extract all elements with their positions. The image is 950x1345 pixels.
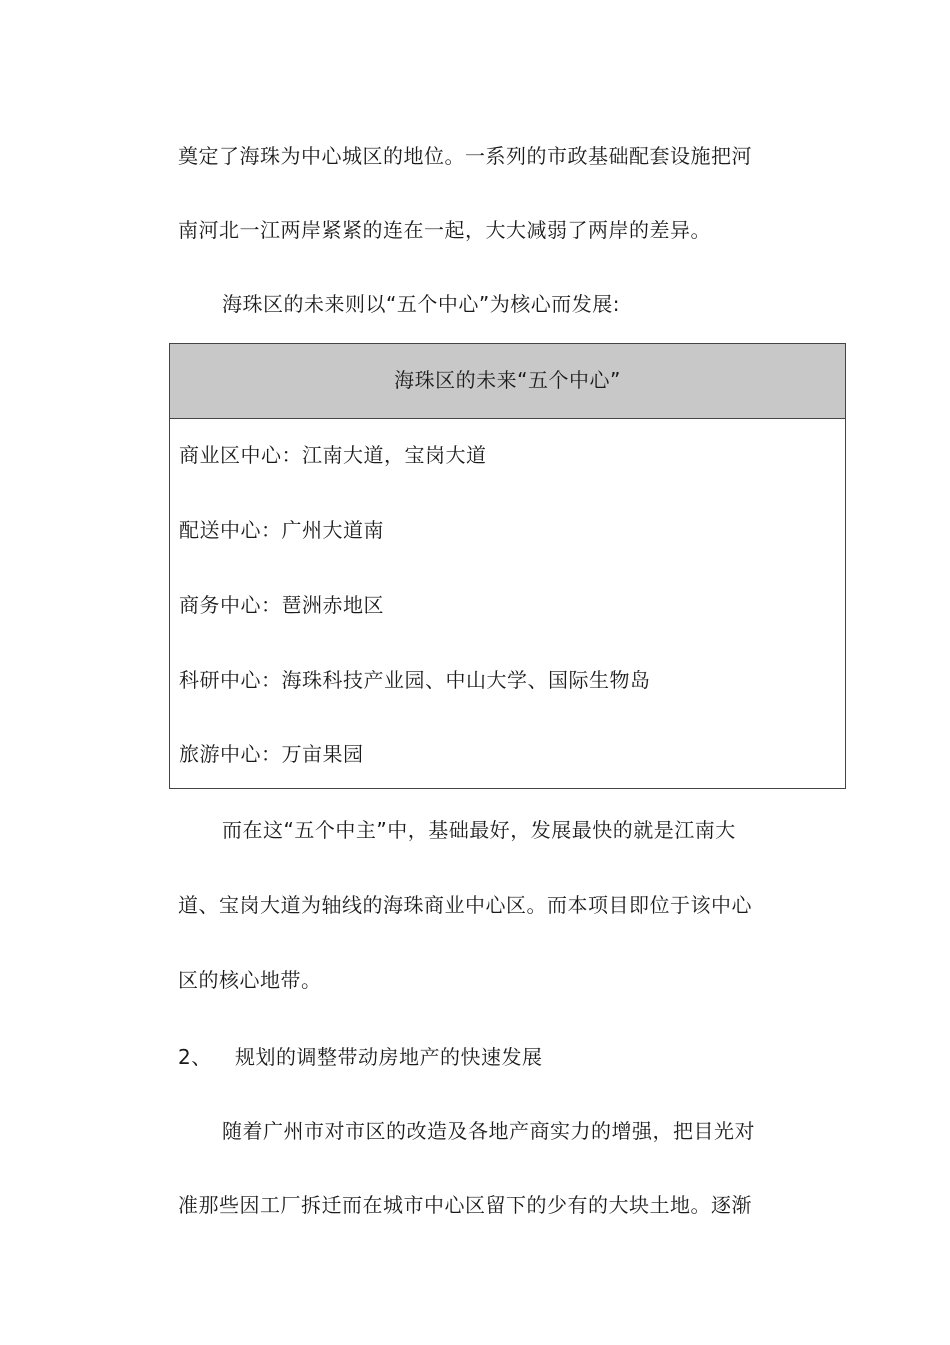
- paragraph-line: 道、宝岗大道为轴线的海珠商业中心区。而本项目即位于该中心: [178, 893, 752, 917]
- table-row: 商务中心：琶洲赤地区: [179, 593, 384, 617]
- section-heading-number: 2、: [178, 1045, 212, 1069]
- table-row: 科研中心：海珠科技产业园、中山大学、国际生物岛: [179, 668, 651, 692]
- table-row: 配送中心：广州大道南: [179, 518, 384, 542]
- paragraph-line: 准那些因工厂拆迁而在城市中心区留下的少有的大块土地。逐渐: [178, 1193, 752, 1217]
- table-header: [170, 344, 845, 419]
- five-centers-table: [169, 343, 846, 789]
- paragraph-line: 而在这“五个中主”中，基础最好，发展最快的就是江南大: [222, 818, 736, 842]
- table-row: 商业区中心：江南大道，宝岗大道: [179, 443, 487, 467]
- paragraph-line: 南河北一江两岸紧紧的连在一起，大大减弱了两岸的差异。: [178, 218, 711, 242]
- paragraph-line: 奠定了海珠为中心城区的地位。一系列的市政基础配套设施把河: [178, 144, 752, 168]
- section-heading: 规划的调整带动房地产的快速发展: [235, 1045, 543, 1069]
- paragraph-line: 随着广州市对市区的改造及各地产商实力的增强，把目光对: [222, 1119, 755, 1143]
- paragraph-line: 海珠区的未来则以“五个中心”为核心而发展:: [222, 292, 620, 316]
- paragraph-line: 区的核心地带。: [178, 968, 322, 992]
- table-title: 海珠区的未来“五个中心”: [394, 368, 621, 392]
- table-row: 旅游中心：万亩果园: [179, 742, 364, 766]
